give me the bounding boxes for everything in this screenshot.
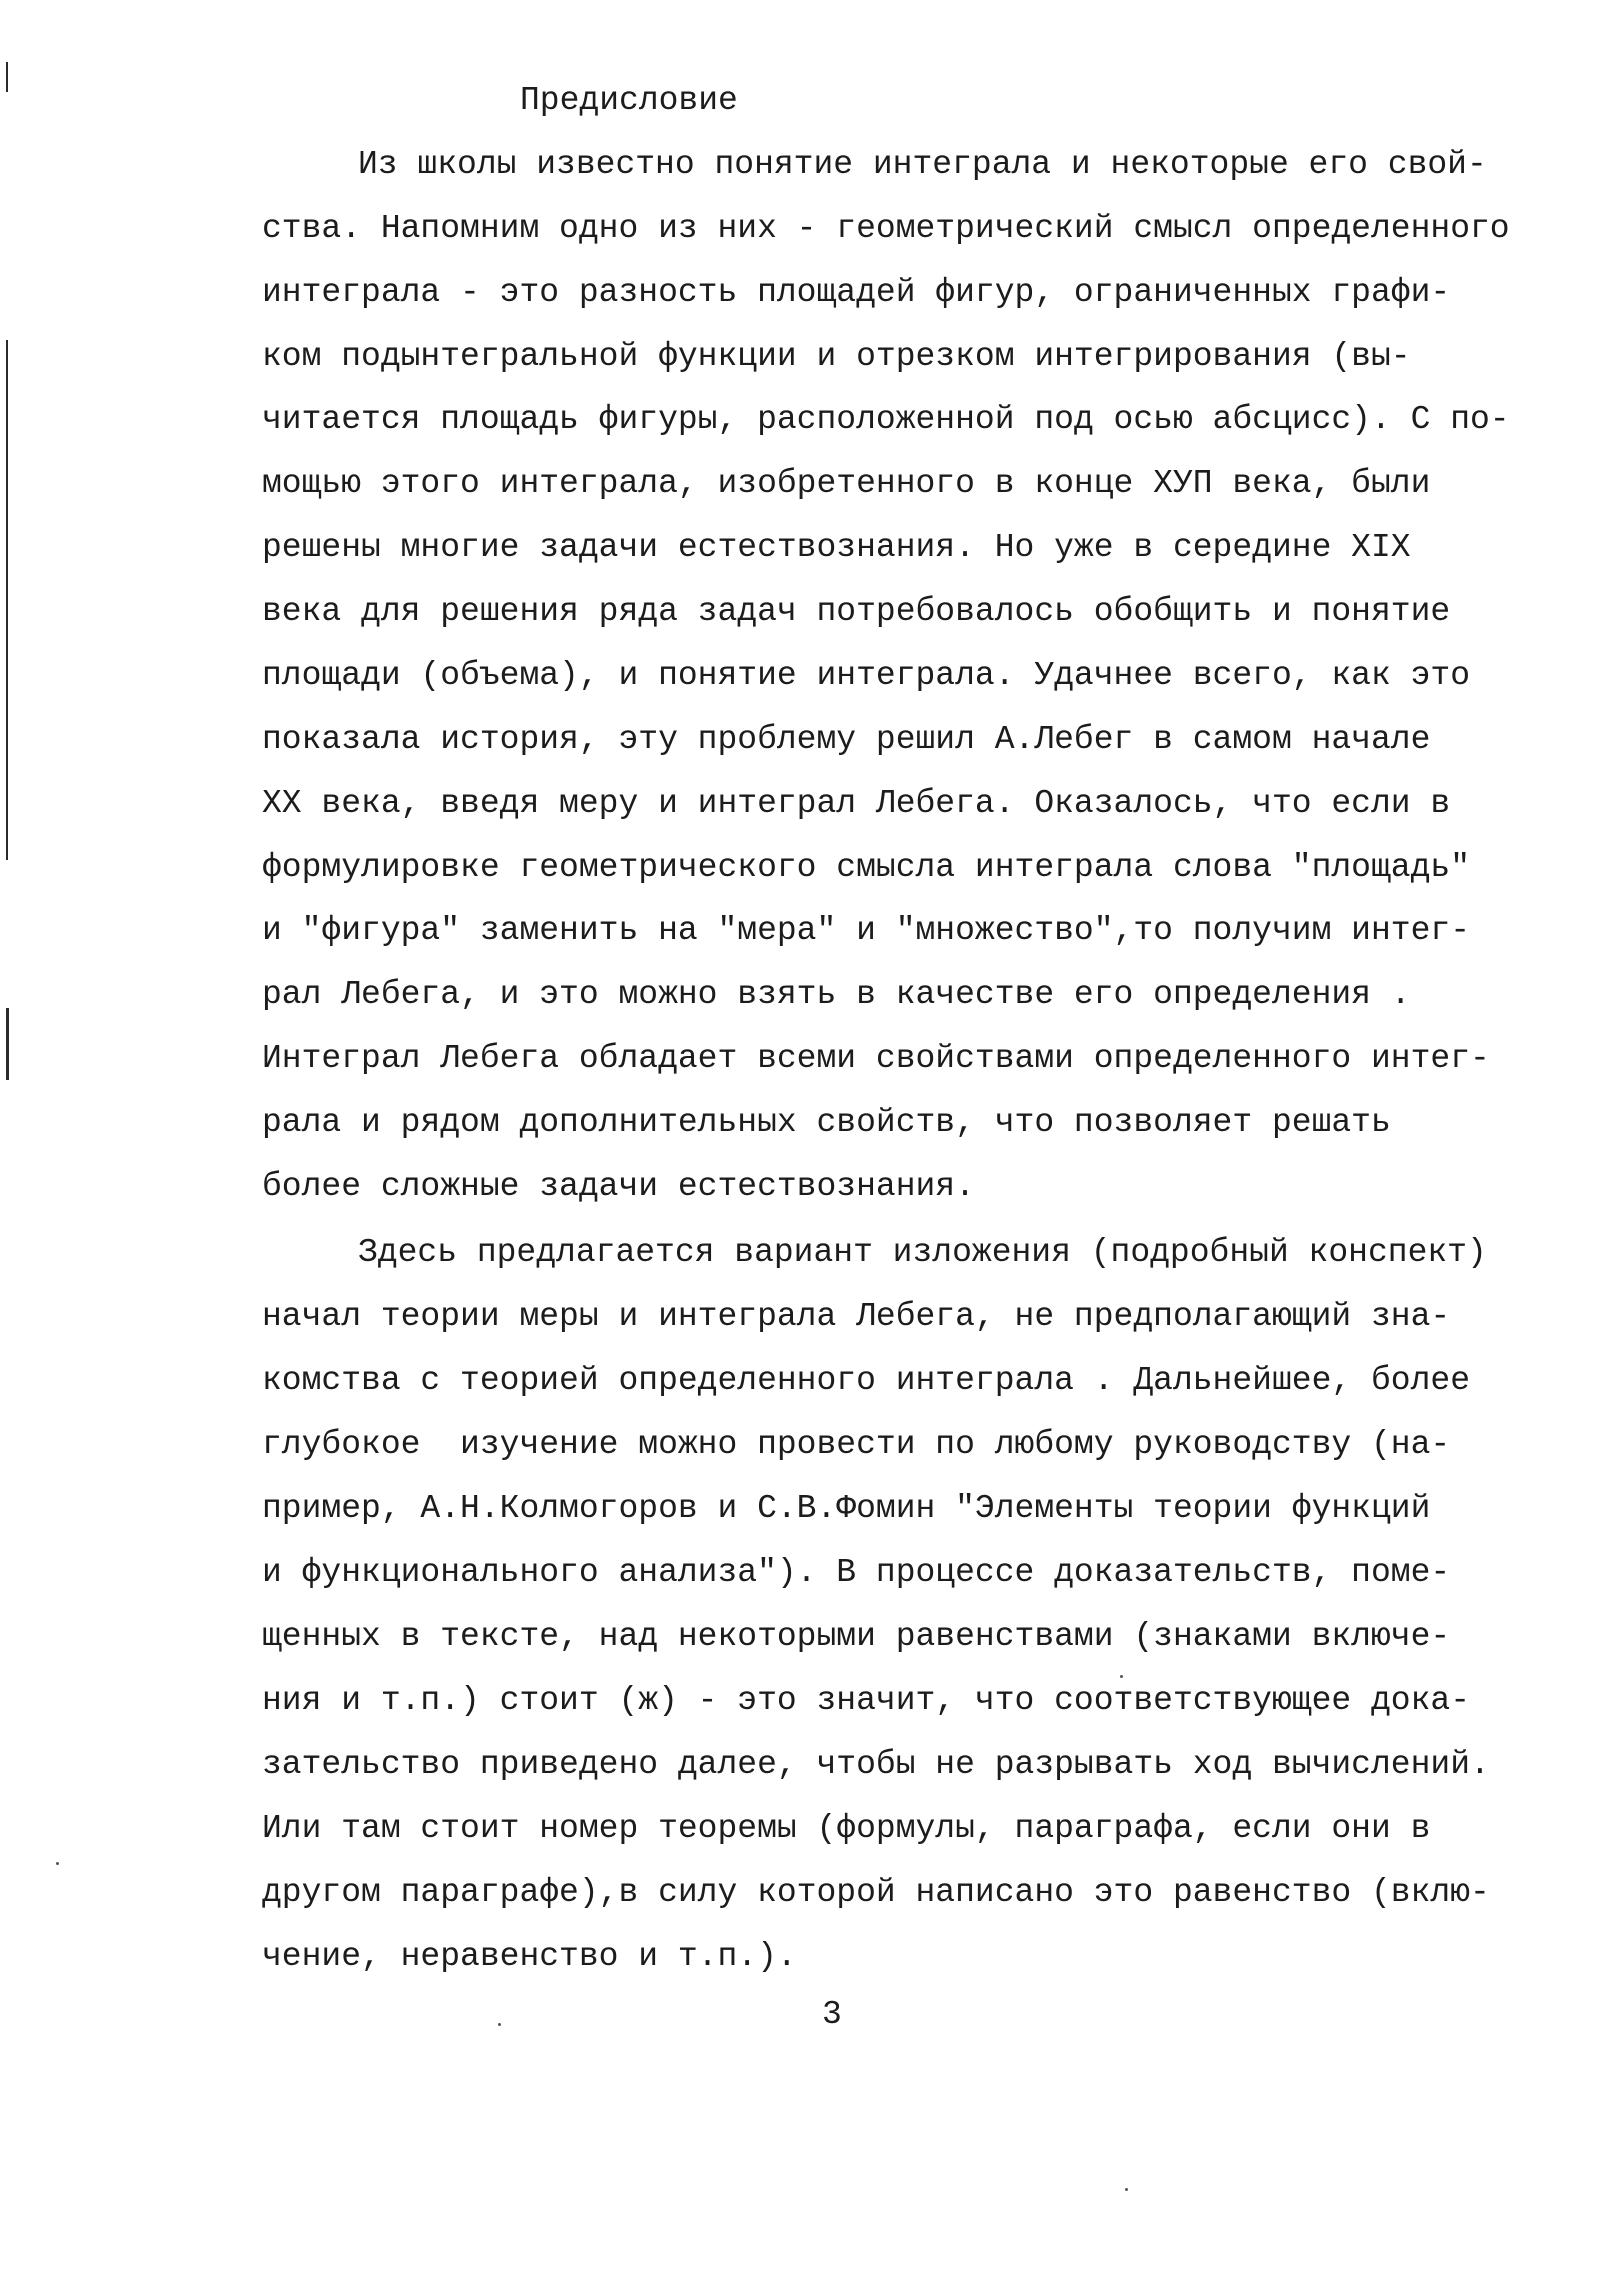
text-line: формулировке геометрического смысла интеграла слова "площадь": [262, 849, 1470, 886]
text-line: зательство приведено далее, чтобы не разрывать ход вычислений.: [262, 1746, 1490, 1783]
scan-artifact-mark: [6, 340, 8, 860]
text-line: начал теории меры и интеграла Лебега, не предполагающий зна-: [262, 1298, 1451, 1335]
text-line: щенных в тексте, над некоторыми равенствами (знаками включе-: [262, 1618, 1451, 1655]
text-line: показала история, эту проблему решил А.Лебег в самом начале: [262, 721, 1431, 758]
text-line: Из школы известно понятие интеграла и некоторые его свой-: [358, 146, 1487, 183]
text-line: рала и рядом дополнительных свойств, что позволяет решать: [262, 1104, 1391, 1141]
scan-speck: [56, 1862, 59, 1865]
scan-speck: [1125, 2188, 1128, 2191]
scan-speck: [498, 2023, 501, 2026]
text-line: и "фигура" заменить на "мера" и "множество",то получим интег-: [262, 912, 1470, 949]
text-line: решены многие задачи естествознания. Но уже в середине XIX: [262, 529, 1411, 566]
text-line: мощью этого интеграла, изобретенного в конце ХУП века, были: [262, 465, 1431, 502]
text-line: более сложные задачи естествознания.: [262, 1168, 975, 1205]
text-line: площади (объема), и понятие интеграла. Удачнее всего, как это: [262, 657, 1470, 694]
text-line: интеграла - это разность площадей фигур, ограниченных графи-: [262, 274, 1451, 311]
text-line: комства с теорией определенного интеграла . Дальнейшее, более: [262, 1362, 1470, 1399]
page-number: 3: [822, 1996, 842, 2033]
text-line: века для решения ряда задач потребовалось обобщить и понятие: [262, 593, 1451, 630]
scan-artifact-mark: [6, 62, 8, 92]
scan-artifact-mark: [6, 1008, 9, 1080]
scan-speck: [1120, 1675, 1123, 1678]
text-line: рал Лебега, и это можно взять в качестве его определения .: [262, 976, 1411, 1013]
text-line: и функционального анализа"). В процессе доказательств, поме-: [262, 1554, 1451, 1591]
text-line: читается площадь фигуры, расположенной под осью абсцисс). С по-: [262, 401, 1510, 438]
text-line: Или там стоит номер теоремы (формулы, параграфа, если они в: [262, 1810, 1431, 1847]
text-line: ния и т.п.) стоит (ж) - это значит, что соответствующее дока-: [262, 1682, 1470, 1719]
text-line: глубокое изучение можно провести по любому руководству (на-: [262, 1426, 1451, 1463]
text-line: Здесь предлагается вариант изложения (подробный конспект): [358, 1234, 1487, 1271]
text-line: XX века, введя меру и интеграл Лебега. Оказалось, что если в: [262, 785, 1451, 822]
text-line: пример, А.Н.Колмогоров и С.В.Фомин "Элементы теории функций: [262, 1490, 1431, 1527]
text-line: ства. Напомним одно из них - геометрический смысл определенного: [262, 210, 1510, 247]
document-heading: Предисловие: [520, 82, 738, 119]
text-line: другом параграфе),в силу которой написано это равенство (вклю-: [262, 1874, 1490, 1911]
text-line: Интеграл Лебега обладает всеми свойствами определенного интег-: [262, 1040, 1490, 1077]
text-line: чение, неравенство и т.п.).: [262, 1938, 797, 1975]
text-line: ком подынтегральной функции и отрезком интегрирования (вы-: [262, 338, 1411, 375]
